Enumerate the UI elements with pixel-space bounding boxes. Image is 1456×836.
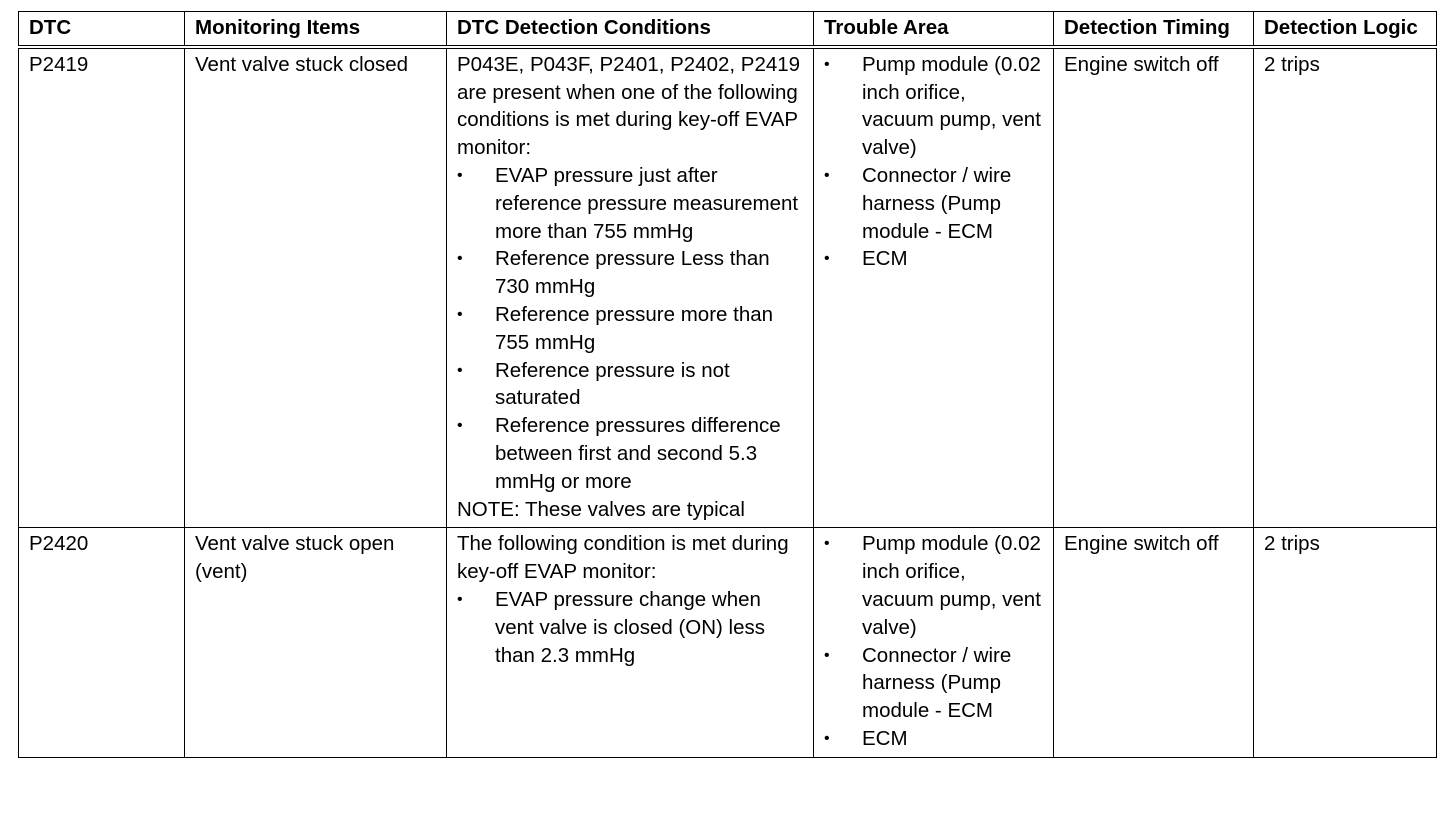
condition-item: • Reference pressure is not saturated	[457, 357, 803, 413]
trouble-area-list	[824, 530, 1043, 752]
condition-item: • EVAP pressure just after reference pressure measurement more than 755 mmHg	[457, 162, 803, 245]
condition-item: • Reference pressure more than 755 mmHg	[457, 301, 803, 357]
detection-conditions	[447, 47, 814, 528]
header-row	[19, 12, 1437, 47]
trouble-area-item: • ECM	[824, 725, 1043, 753]
trouble-area-item: • ECM	[824, 245, 1043, 273]
condition-item: • Reference pressure Less than 730 mmHg	[457, 245, 803, 301]
conditions-list	[457, 162, 803, 496]
detection-timing: Engine switch off	[1054, 528, 1254, 757]
dtc-table-container	[18, 11, 1436, 758]
monitoring-item: Vent valve stuck closed	[185, 47, 447, 528]
header-detection-logic: Detection Logic	[1254, 12, 1437, 47]
conditions-list	[457, 586, 803, 669]
table-row	[19, 528, 1437, 757]
trouble-area-item: • Pump module (0.02 inch orifice, vacuum pump, vent valve)	[824, 51, 1043, 162]
header-trouble-area: Trouble Area	[814, 12, 1054, 47]
trouble-area-list	[824, 51, 1043, 273]
header-monitoring-items: Monitoring Items	[185, 12, 447, 47]
conditions-note: NOTE: These valves are typical	[457, 497, 745, 521]
condition-item: • Reference pressures difference between first and second 5.3 mmHg or more	[457, 412, 803, 495]
dtc-code: P2420	[19, 528, 185, 757]
header-dtc: DTC	[19, 12, 185, 47]
dtc-code: P2419	[19, 47, 185, 528]
condition-item: • EVAP pressure change when vent valve is closed (ON) less than 2.3 mmHg	[457, 586, 803, 669]
table-row	[19, 47, 1437, 528]
header-detection-timing: Detection Timing	[1054, 12, 1254, 47]
trouble-area-item: • Connector / wire harness (Pump module - ECM	[824, 642, 1043, 725]
conditions-intro: The following condition is met during key-off EVAP monitor:	[457, 532, 789, 584]
trouble-area	[814, 528, 1054, 757]
trouble-area-item: • Pump module (0.02 inch orifice, vacuum pump, vent valve)	[824, 530, 1043, 641]
trouble-area-item: • Connector / wire harness (Pump module - ECM	[824, 162, 1043, 245]
header-detection-conditions: DTC Detection Conditions	[447, 12, 814, 47]
monitoring-item: Vent valve stuck open (vent)	[185, 528, 447, 757]
dtc-table	[18, 11, 1437, 758]
trouble-area	[814, 47, 1054, 528]
detection-conditions	[447, 528, 814, 757]
detection-logic: 2 trips	[1254, 528, 1437, 757]
detection-logic: 2 trips	[1254, 47, 1437, 528]
conditions-intro: P043E, P043F, P2401, P2402, P2419 are present when one of the following conditions is met during key-off EVAP monitor:	[457, 52, 801, 160]
detection-timing: Engine switch off	[1054, 47, 1254, 528]
